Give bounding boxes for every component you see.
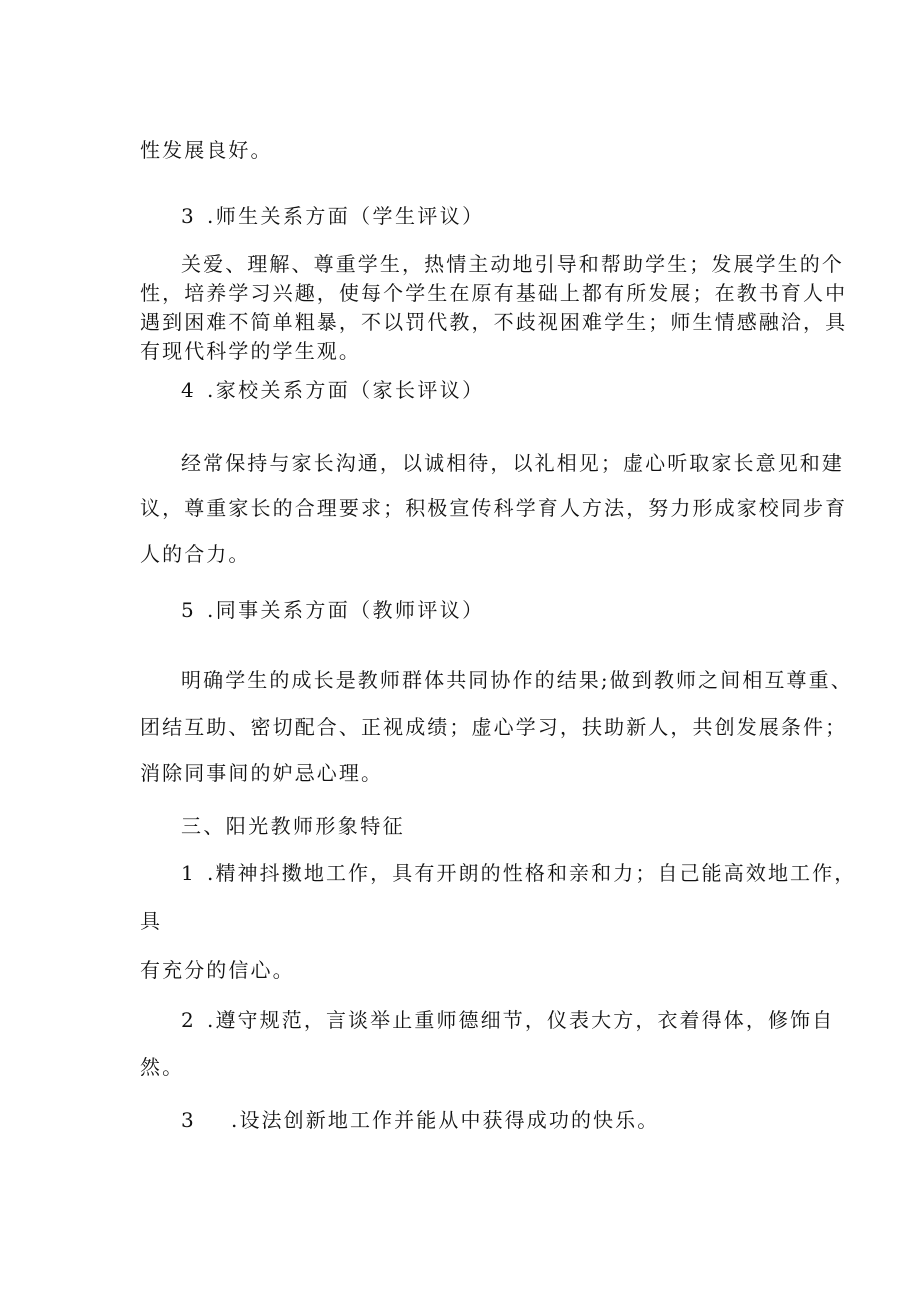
item-number: 3	[181, 1108, 196, 1132]
section-title-sunshine-teacher: 三、阳光教师形象特征	[181, 814, 405, 838]
paragraph-line: 议，尊重家长的合理要求；积极宣传科学育人方法，努力形成家校同步育	[140, 496, 848, 520]
heading-text: .家校关系方面（家长评议）	[207, 378, 485, 402]
item-number: 2	[181, 1008, 196, 1032]
heading-number: 4	[181, 378, 197, 402]
paragraph-line: 经常保持与家长沟通，以诚相待，以礼相见；虚心听取家长意见和建	[181, 451, 844, 475]
heading-text: .同事关系方面（教师评议）	[207, 598, 485, 622]
section-heading-teacher-student	[181, 202, 485, 230]
item-text: .精神抖擞地工作，具有开朗的性格和亲和力；自己能高效地工作，	[207, 861, 857, 885]
paragraph-line: 关爱、理解、尊重学生，热情主动地引导和帮助学生；发展学生的个	[181, 252, 844, 276]
paragraph-line: 具	[140, 909, 163, 933]
feature-item-3	[181, 1106, 659, 1134]
heading-text: .师生关系方面（学生评议）	[207, 204, 485, 228]
paragraph-line: 有现代科学的学生观。	[140, 339, 361, 363]
heading-number: 5	[181, 598, 197, 622]
paragraph-line: 性发展良好。	[140, 138, 273, 162]
section-heading-colleague	[181, 596, 485, 624]
item-number: 1	[181, 861, 196, 885]
paragraph-line: 然。	[140, 1055, 185, 1079]
paragraph-line: 明确学生的成长是教师群体共同协作的结果;做到教师之间相互尊重、	[181, 668, 853, 692]
paragraph-line: 团结互助、密切配合、正视成绩；虚心学习，扶助新人，共创发展条件；	[140, 715, 848, 739]
paragraph-line: 人的合力。	[140, 542, 251, 566]
heading-number: 3	[181, 204, 197, 228]
item-text: .遵守规范，言谈举止重师德细节，仪表大方，衣着得体，修饰自	[207, 1008, 835, 1032]
section-heading-home-school	[181, 376, 485, 404]
paragraph-line: 消除同事间的妒忌心理。	[140, 761, 384, 785]
feature-item-1	[181, 859, 856, 887]
item-text: .设法创新地工作并能从中获得成功的快乐。	[231, 1108, 660, 1132]
feature-item-2	[181, 1006, 834, 1034]
paragraph-line: 性，培养学习兴趣，使每个学生在原有基础上都有所发展；在教书育人中	[140, 281, 848, 305]
paragraph-line: 有充分的信心。	[140, 958, 295, 982]
paragraph-line: 遇到困难不简单粗暴，不以罚代教，不歧视困难学生；师生情感融洽，具	[140, 310, 848, 334]
